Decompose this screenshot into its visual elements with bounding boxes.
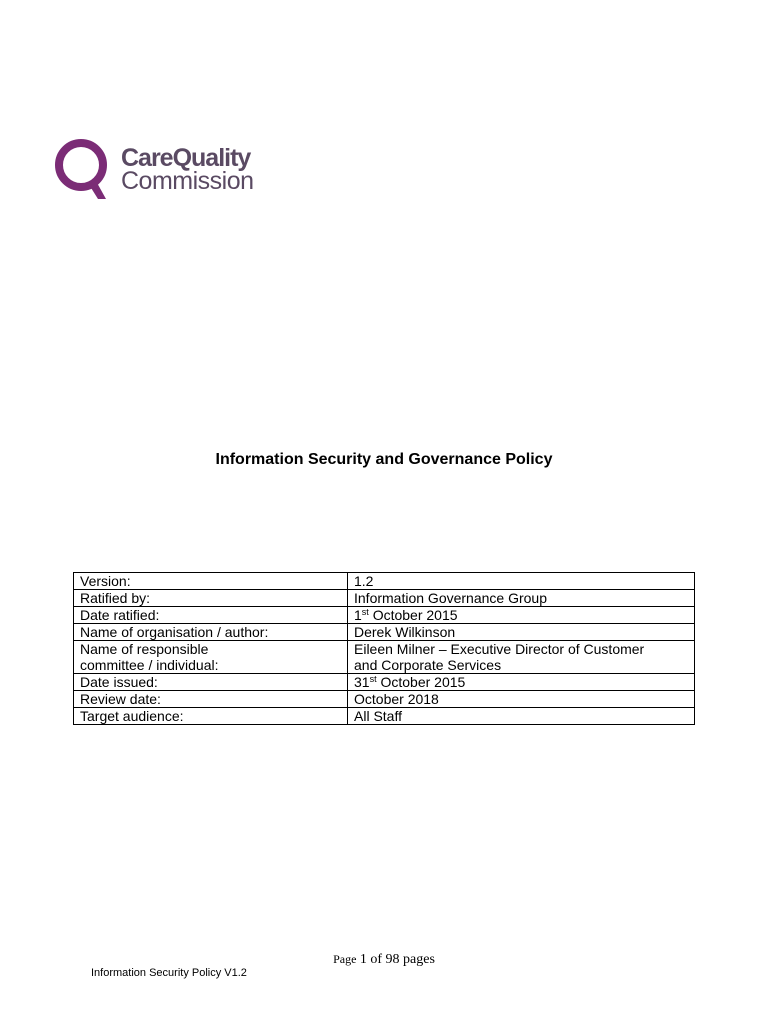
row-value: Derek Wilkinson [348,624,695,641]
label-line: committee / individual: [80,657,219,673]
table-row [74,691,695,708]
footer-text: Information Security Policy V1.2 [91,967,247,979]
row-value [348,674,695,691]
value-line: Eileen Milner – Executive Director of Customer [354,641,645,657]
value-ordinal: st [369,674,377,684]
row-label: Date ratified: [74,607,348,624]
row-value [348,607,695,624]
value-month-year: October 2015 [368,607,458,623]
row-label: Date issued: [74,674,348,691]
label-line: Name of responsible [80,641,209,657]
logo-line-2: Commission [121,167,254,195]
document-info-table [73,572,695,725]
row-label [74,641,348,674]
logo-q-ring [59,143,103,187]
table-row [74,624,695,641]
value-line: and Corporate Services [354,657,502,673]
page-count: 1 of 98 pages [359,952,435,967]
page-number [0,952,768,968]
table-row [74,590,695,607]
table-row [74,674,695,691]
row-value: 1.2 [348,573,695,590]
value-month-year: October 2015 [376,674,466,690]
cqc-logo [54,136,274,202]
table-row [74,641,695,674]
value-day: 1 [354,607,362,623]
row-label: Review date: [74,691,348,708]
row-value: Information Governance Group [348,590,695,607]
logo-line-1: CareQuality [121,144,251,172]
value-ordinal: st [361,607,369,617]
table-row [74,607,695,624]
row-value [348,641,695,674]
row-value: All Staff [348,708,695,725]
table-row [74,573,695,590]
document-title: Information Security and Governance Policy [215,451,553,468]
cqc-logo-mark [54,136,274,202]
logo-q-tail [88,181,106,199]
value-day: 31 [354,674,370,690]
row-value: October 2018 [348,691,695,708]
row-label: Name of organisation / author: [74,624,348,641]
row-label: Ratified by: [74,590,348,607]
table-row [74,708,695,725]
row-label: Version: [74,573,348,590]
row-label: Target audience: [74,708,348,725]
page-word: Page [333,952,357,966]
